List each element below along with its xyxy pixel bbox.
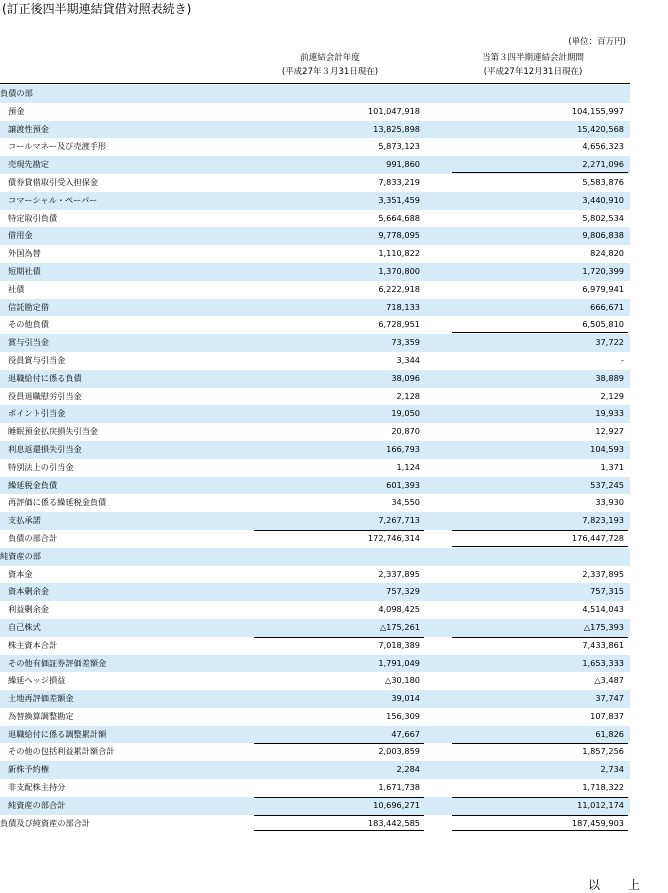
prev-period-value: 4,098,425 <box>378 604 420 615</box>
table-row <box>0 245 630 263</box>
end-mark: 以上 <box>588 878 668 892</box>
total-rule <box>452 815 628 816</box>
row-label: 外国為替 <box>8 248 41 259</box>
prev-period-value: 1,110,822 <box>378 248 420 259</box>
table-row <box>0 441 630 459</box>
total-rule <box>254 743 424 744</box>
table-row <box>0 672 630 690</box>
curr-period-value: 1,371 <box>600 461 624 472</box>
prev-period-value: 7,018,389 <box>378 639 420 650</box>
prev-period-value: 6,728,951 <box>378 319 420 330</box>
prev-period-value: 3,351,459 <box>378 194 420 205</box>
table-row <box>0 512 630 530</box>
table-row <box>0 619 630 637</box>
curr-period-value: 38,889 <box>595 372 624 383</box>
curr-period-value: 3,440,910 <box>582 194 624 205</box>
table-row <box>0 655 630 673</box>
total-rule <box>452 743 628 744</box>
total-rule <box>254 797 424 798</box>
prev-period-value: 2,337,895 <box>378 568 420 579</box>
table-row <box>0 459 630 477</box>
table-row <box>0 352 630 370</box>
value-underline <box>452 172 628 173</box>
value-underline <box>452 546 628 547</box>
curr-period-value: 6,979,941 <box>582 283 624 294</box>
header-divider <box>0 83 630 84</box>
balance-sheet-table <box>0 85 630 832</box>
curr-period-date: (平成27年12月31日現在) <box>483 67 583 77</box>
row-label: 繰延ヘッジ損益 <box>8 675 66 686</box>
prev-period-value: 9,778,095 <box>378 230 420 241</box>
table-row <box>0 779 630 797</box>
total-rule <box>254 815 424 816</box>
row-label: 新株予約権 <box>8 764 49 775</box>
prev-period-value: 7,833,219 <box>378 176 420 187</box>
prev-period-title: 前連結会計年度 <box>300 53 360 63</box>
row-label: 睡眠預金払戻損失引当金 <box>8 426 99 437</box>
curr-period-value: - <box>621 354 624 365</box>
prev-period-value: 1,124 <box>396 461 420 472</box>
curr-period-value: 61,826 <box>595 728 624 739</box>
curr-period-value: 757,315 <box>590 586 624 597</box>
row-label: 自己株式 <box>8 621 41 632</box>
prev-period-value: 1,671,738 <box>378 782 420 793</box>
section-header-row <box>0 548 630 566</box>
table-row <box>0 405 630 423</box>
total-rule <box>452 637 628 638</box>
row-label: 短期社債 <box>8 265 41 276</box>
prev-period-date: (平成27年３月31日現在) <box>281 67 379 77</box>
curr-period-value: 2,734 <box>600 764 624 775</box>
curr-period-value: 187,459,903 <box>571 817 624 828</box>
table-row <box>0 583 630 601</box>
unit-label: (単位：百万円) <box>568 37 626 47</box>
value-underline <box>452 332 628 333</box>
curr-period-header <box>436 51 630 79</box>
total-row <box>0 637 630 655</box>
prev-period-value: 718,133 <box>386 301 420 312</box>
row-label: 支払承諾 <box>8 515 41 526</box>
table-row <box>0 334 630 352</box>
curr-period-value: 19,933 <box>595 408 624 419</box>
prev-period-value: △30,180 <box>385 675 420 686</box>
column-header <box>0 51 646 84</box>
row-label: 繰延税金負債 <box>8 479 58 490</box>
curr-period-value: 176,447,728 <box>571 532 624 543</box>
total-rule <box>452 797 628 798</box>
prev-period-header <box>236 51 424 79</box>
prev-period-value: 183,442,585 <box>367 817 420 828</box>
table-row <box>0 690 630 708</box>
row-label: 再評価に係る繰延税金負債 <box>8 497 107 508</box>
prev-period-value: 156,309 <box>386 710 420 721</box>
row-label: その他負債 <box>8 319 49 330</box>
prev-period-value: 601,393 <box>386 479 420 490</box>
table-row <box>0 423 630 441</box>
table-row <box>0 601 630 619</box>
curr-period-value: 104,593 <box>590 443 624 454</box>
prev-period-value: 38,096 <box>391 372 420 383</box>
table-row <box>0 281 630 299</box>
prev-period-value: 10,696,271 <box>373 799 420 810</box>
curr-period-value: 1,857,256 <box>582 746 624 757</box>
row-label: その他有価証券評価差額金 <box>8 657 107 668</box>
row-label: 非支配株主持分 <box>8 782 66 793</box>
table-row <box>0 103 630 121</box>
total-row <box>0 815 630 833</box>
prev-period-value: 101,047,918 <box>367 105 420 116</box>
prev-period-value: 73,359 <box>391 337 420 348</box>
prev-period-value: 757,329 <box>386 586 420 597</box>
curr-period-title: 当第３四半期連結会計期間 <box>481 53 584 63</box>
table-row <box>0 708 630 726</box>
row-label: 特別法上の引当金 <box>8 461 74 472</box>
table-row <box>0 761 630 779</box>
prev-period-value: 1,791,049 <box>378 657 420 668</box>
prev-period-value: 13,825,898 <box>373 123 420 134</box>
row-label: 純資産の部合計 <box>8 799 66 810</box>
row-label: 信託勘定借 <box>8 301 49 312</box>
curr-period-value: 15,420,568 <box>577 123 624 134</box>
curr-period-value: △3,487 <box>594 675 624 686</box>
table-row <box>0 121 630 139</box>
row-label: 資本金 <box>8 568 33 579</box>
prev-period-value: 20,870 <box>391 426 420 437</box>
curr-period-value: 1,718,322 <box>582 782 624 793</box>
row-label: 負債の部 <box>0 88 33 98</box>
curr-period-value: 5,802,534 <box>582 212 624 223</box>
row-label: 負債及び純資産の部合計 <box>0 817 91 828</box>
curr-period-value: 37,722 <box>595 337 624 348</box>
curr-period-value: 666,671 <box>590 301 624 312</box>
table-row <box>0 227 630 245</box>
prev-period-value: 19,050 <box>391 408 420 419</box>
curr-period-value: 33,930 <box>595 497 624 508</box>
curr-period-value: 2,337,895 <box>582 568 624 579</box>
prev-period-value: 166,793 <box>386 443 420 454</box>
prev-period-value: 2,128 <box>396 390 420 401</box>
row-label: コールマネー及び売渡手形 <box>8 141 107 152</box>
table-row <box>0 370 630 388</box>
prev-period-value: 2,003,859 <box>378 746 420 757</box>
row-label: 預金 <box>8 105 25 116</box>
table-row <box>0 566 630 584</box>
total-row <box>0 530 630 548</box>
table-row <box>0 263 630 281</box>
row-label: 純資産の部 <box>0 550 41 561</box>
row-label: コマーシャル・ペーパー <box>8 194 98 205</box>
prev-period-value: 34,550 <box>391 497 420 508</box>
prev-period-value: △175,261 <box>379 621 420 632</box>
table-row <box>0 494 630 512</box>
curr-period-value: 7,823,193 <box>582 515 624 526</box>
curr-period-value: 5,583,876 <box>582 176 624 187</box>
prev-period-value: 6,222,918 <box>378 283 420 294</box>
row-label: 負債の部合計 <box>8 532 58 543</box>
table-row <box>0 388 630 406</box>
row-label: 賞与引当金 <box>8 337 49 348</box>
row-label: 利息返還損失引当金 <box>8 443 82 454</box>
row-label: 債券貸借取引受入担保金 <box>8 176 99 187</box>
row-label: 利益剰余金 <box>8 604 49 615</box>
row-label: その他の包括利益累計額合計 <box>8 746 115 757</box>
curr-period-value: 6,505,810 <box>582 319 624 330</box>
curr-period-value: 4,514,043 <box>582 604 624 615</box>
curr-period-value: 2,129 <box>600 390 624 401</box>
row-label: 土地再評価差額金 <box>8 693 74 704</box>
row-label: 役員退職慰労引当金 <box>8 390 82 401</box>
prev-period-value: 172,746,314 <box>367 532 420 543</box>
grand-total-rule <box>254 830 424 831</box>
total-row <box>0 797 630 815</box>
section-header-row <box>0 85 630 103</box>
total-rule <box>452 530 628 531</box>
row-label: 役員賞与引当金 <box>8 354 66 365</box>
curr-period-value: 11,012,174 <box>577 799 624 810</box>
document-title: (訂正後四半期連結貸借対照表続き) <box>2 2 192 16</box>
total-row <box>0 743 630 761</box>
table-row <box>0 316 630 334</box>
row-label: ポイント引当金 <box>8 408 66 419</box>
curr-period-value: 824,820 <box>590 248 624 259</box>
curr-period-value: 104,155,997 <box>571 105 624 116</box>
total-rule <box>254 637 424 638</box>
row-label: 特定取引負債 <box>8 212 58 223</box>
prev-period-value: 47,667 <box>391 728 420 739</box>
row-label: 退職給付に係る負債 <box>8 372 82 383</box>
table-row <box>0 138 630 156</box>
row-label: 社債 <box>8 283 25 294</box>
prev-period-value: 5,664,688 <box>378 212 420 223</box>
curr-period-value: △175,393 <box>583 621 624 632</box>
prev-period-value: 1,370,800 <box>378 265 420 276</box>
prev-period-value: 7,267,713 <box>378 515 420 526</box>
row-label: 借用金 <box>8 230 33 241</box>
row-label: 為替換算調整勘定 <box>8 710 74 721</box>
table-row <box>0 477 630 495</box>
curr-period-value: 2,271,096 <box>582 159 624 170</box>
curr-period-value: 1,720,399 <box>582 265 624 276</box>
table-row <box>0 192 630 210</box>
grand-total-rule <box>452 830 628 831</box>
curr-period-value: 7,433,861 <box>582 639 624 650</box>
prev-period-value: 991,860 <box>386 159 420 170</box>
total-rule <box>254 530 424 531</box>
table-row <box>0 299 630 317</box>
row-label: 売現先勘定 <box>8 159 49 170</box>
prev-period-value: 39,014 <box>391 693 420 704</box>
prev-period-value: 3,344 <box>396 354 420 365</box>
prev-period-value: 2,284 <box>396 764 420 775</box>
curr-period-value: 537,245 <box>590 479 624 490</box>
curr-period-value: 1,653,333 <box>582 657 624 668</box>
curr-period-value: 4,656,323 <box>582 141 624 152</box>
row-label: 資本剰余金 <box>8 586 49 597</box>
curr-period-value: 37,747 <box>595 693 624 704</box>
curr-period-value: 12,927 <box>595 426 624 437</box>
table-row <box>0 726 630 744</box>
curr-period-value: 9,806,838 <box>582 230 624 241</box>
row-label: 譲渡性預金 <box>8 123 49 134</box>
curr-period-value: 107,837 <box>590 710 624 721</box>
table-row <box>0 210 630 228</box>
prev-period-value: 5,873,123 <box>378 141 420 152</box>
row-label: 株主資本合計 <box>8 639 58 650</box>
table-row <box>0 156 630 174</box>
row-label: 退職給付に係る調整累計額 <box>8 728 107 739</box>
table-row <box>0 174 630 192</box>
